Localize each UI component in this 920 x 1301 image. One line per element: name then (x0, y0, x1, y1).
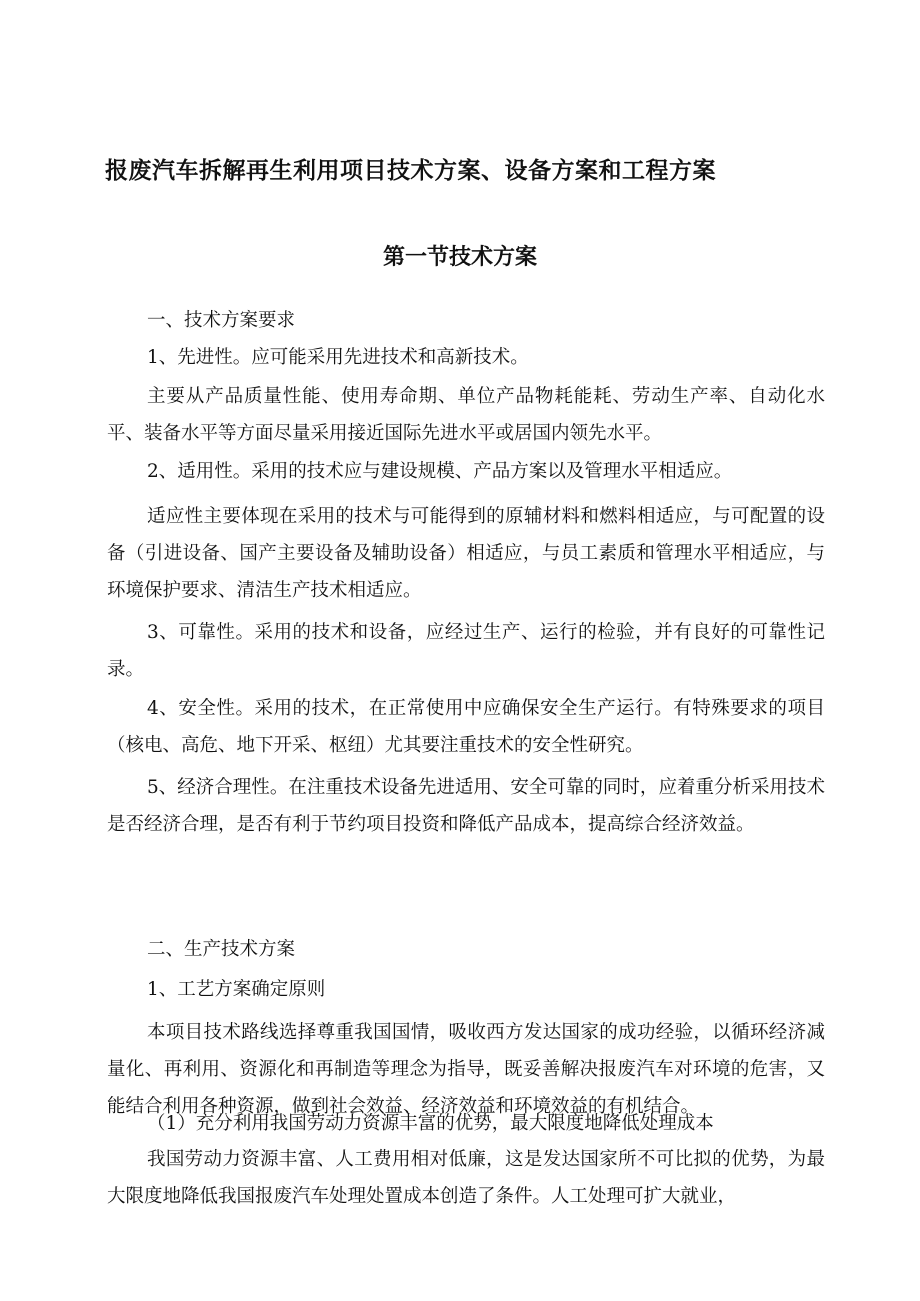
heading-tech-requirements: 一、技术方案要求 (147, 310, 296, 331)
subheading-labor-advantage: （1）充分利用我国劳动力资源丰富的优势，最大限度地降低处理成本 (147, 1113, 714, 1134)
paragraph: 本项目技术路线选择尊重我国国情，吸收西方发达国家的成功经验，以循环经济减量化、再利用、资源化和再制造等理念为指导，既妥善解决报废汽车对环境的危害，又能结合利用各种资源，做到社会效益、经济效益和环境效益的有机结合。 (107, 1022, 825, 1117)
paragraph: 4、安全性。采用的技术，在正常使用中应确保安全生产运行。有特殊要求的项目（核电、高危、地下开采、枢纽）尤其要注重技术的安全性研究。 (107, 698, 825, 756)
paragraph: 主要从产品质量性能、使用寿命期、单位产品物耗能耗、劳动生产率、自动化水平、装备水平等方面尽量采用接近国际先进水平或居国内领先水平。 (107, 386, 825, 444)
paragraph: 5、经济合理性。在注重技术设备先进适用、安全可靠的同时，应着重分析采用技术是否经济合理，是否有利于节约项目投资和降低产品成本，提高综合经济效益。 (107, 777, 825, 835)
document-title: 报废汽车拆解再生利用项目技术方案、设备方案和工程方案 (105, 158, 716, 184)
paragraph: 1、先进性。应可能采用先进技术和高新技术。 (147, 347, 529, 368)
heading-production-tech: 二、生产技术方案 (147, 939, 296, 960)
paragraph: 3、可靠性。采用的技术和设备，应经过生产、运行的检验，并有良好的可靠性记录。 (107, 622, 825, 680)
section-title: 第一节技术方案 (382, 245, 537, 270)
paragraph: 适应性主要体现在采用的技术与可能得到的原辅材料和燃料相适应，与可配置的设备（引进设备、国产主要设备及辅助设备）相适应，与员工素质和管理水平相适应，与环境保护要求、清洁生产技术相适应。 (107, 506, 825, 601)
heading-process-principles: 1、工艺方案确定原则 (147, 979, 326, 1000)
paragraph: 我国劳动力资源丰富、人工费用相对低廉，这是发达国家所不可比拟的优势，为最大限度地降低我国报废汽车处理处置成本创造了条件。人工处理可扩大就业， (107, 1149, 825, 1207)
paragraph: 2、适用性。采用的技术应与建设规模、产品方案以及管理水平相适应。 (147, 461, 733, 482)
